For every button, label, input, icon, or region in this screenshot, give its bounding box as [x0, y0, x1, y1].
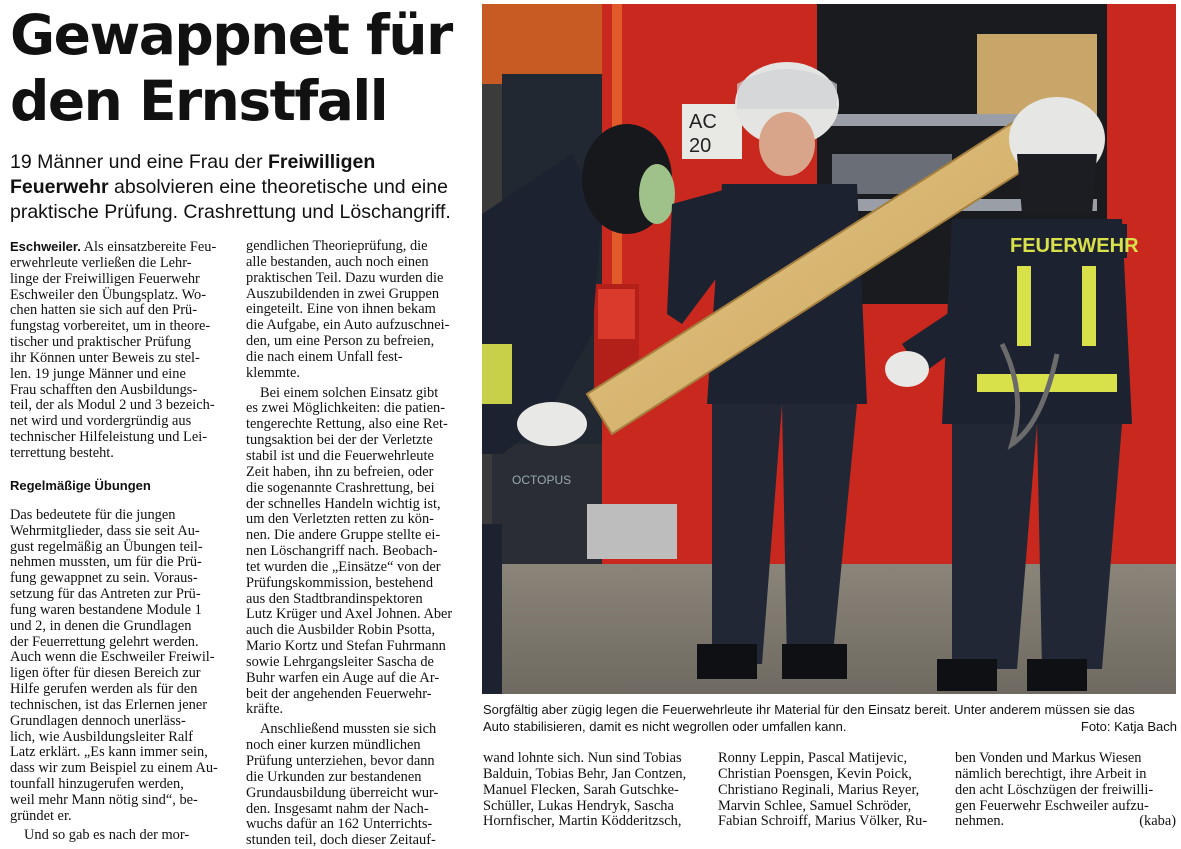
caption-line-1: Sorgfältig aber zügig legen die Feuerwehrleute ihr Material für den Einsatz bereit. Unter anderem müssen sie das: [483, 702, 1135, 717]
subhead-text-post: absolvieren eine theoretische und eine praktische Prüfung. Crashrettung und Löschangriff.: [10, 176, 451, 223]
paragraph-8: [718, 751, 940, 830]
text-line: setzung für das Antreten zur Prü-: [10, 586, 201, 603]
paragraph-4: [246, 239, 467, 382]
text-line: Prüfungskommission, bestehend: [246, 574, 434, 591]
text-line: die Urkunden zur bestandenen: [246, 768, 422, 785]
text-line: Marvin Schlee, Samuel Schröder,: [718, 797, 912, 814]
text-line: Zeit haben, ihn zu befreien, oder: [246, 463, 434, 480]
text-line: Eschweiler den Übungsplatz. Wo-: [10, 286, 206, 303]
text-line: fung waren bestandene Module 1: [10, 601, 202, 618]
text-line: aus den Stadtbrandinspektoren: [246, 590, 423, 607]
text-line: ihr Können unter Beweis zu stel-: [10, 349, 200, 366]
final-word: nehmen.: [955, 813, 1005, 830]
paragraph-9: [955, 751, 1176, 814]
text-line: den acht Löschzügen der freiwilli-: [955, 781, 1154, 798]
text-line: teil, der als Modul 2 und 3 bezeich-: [10, 397, 215, 414]
text-line: terrettung besteht.: [10, 444, 114, 461]
text-line: Christiano Reginali, Marius Reyer,: [718, 781, 920, 798]
text-line: technischer Hilfeleistung und Lei-: [10, 429, 208, 446]
left-firefighter-helmet-visor: [639, 164, 675, 224]
text-line: nehmen mussten, um für die Prü-: [10, 554, 202, 571]
text-line: tet wurden die „Einsätze“ von der: [246, 558, 441, 575]
text-line: klemmte.: [246, 364, 300, 381]
article-column-5: [955, 751, 1176, 830]
rescue-tool-case: [492, 444, 602, 564]
plate-text-bottom: 20: [689, 135, 712, 157]
text-line: Buhr warfen ein Auge auf die Ar-: [246, 669, 440, 686]
plate-text-top: AC: [689, 111, 717, 133]
text-line: der Feuerrettung gelehrt werden.: [10, 633, 199, 650]
subhead-bold-2: Feuerwehr: [10, 176, 109, 198]
text-line: Hilfe gerufen werden als für den: [10, 681, 198, 698]
text-line: Als einsatzbereite Feu-: [80, 239, 217, 255]
paragraph-5: [246, 386, 467, 719]
text-line: fung gewappnet zu sein. Voraus-: [10, 570, 198, 587]
text-line: chen hatten sie sich auf den Prü-: [10, 302, 198, 319]
text-line: nen Löschangriff nach. Beobach-: [246, 543, 438, 560]
headline: [10, 2, 470, 134]
text-line: Bei einem solchen Einsatz gibt: [260, 384, 439, 401]
right-firefighter-boot-left: [937, 659, 997, 691]
left-firefighter-reflective-stripe: [482, 344, 512, 404]
text-line: Auszubildenden in zwei Gruppen: [246, 285, 440, 302]
headline-line-2: den Ernstfall: [10, 69, 388, 133]
subheadline: [10, 150, 480, 225]
text-line: es zwei Möglichkeiten: die patien-: [246, 400, 446, 417]
text-line: dass wir zum Beispiel zu einem Au-: [10, 760, 218, 777]
headline-line-1: Gewappnet für: [10, 3, 452, 67]
text-line: den. Insgesamt nahm der Nach-: [246, 800, 429, 817]
text-line: Grundlagen dennoch unerläss-: [10, 712, 186, 729]
text-line: erwehrleute verließen die Lehr-: [10, 254, 192, 271]
article-column-1: [10, 239, 231, 844]
jacket-label-text: FEUERWEHR: [1010, 235, 1139, 257]
text-line: gen Feuerwehr Eschweiler aufzu-: [955, 797, 1149, 814]
text-line: nämlich berechtigt, ihre Arbeit in: [955, 765, 1147, 782]
text-line: nen. Die andere Gruppe stellte ei-: [246, 527, 441, 544]
text-line: die nach einem Unfall fest-: [246, 348, 403, 365]
text-line: sowie Lehrgangsleiter Sascha de: [246, 653, 434, 670]
author-initials: (kaba): [1139, 813, 1176, 830]
text-line: Mario Kortz und Stefan Fuhrmann: [246, 638, 446, 655]
text-line: stabil ist und die Feuerwehrleute: [246, 447, 434, 464]
text-line: tounfall hinzugerufen werden,: [10, 776, 184, 793]
subheading-regelmaessige-uebungen: Regelmäßige Übungen: [10, 477, 151, 493]
paragraph-2: [10, 508, 231, 825]
text-line: praktischen Teil. Dazu wurden die: [246, 269, 444, 286]
text-line: um den Verletzten retten zu kön-: [246, 511, 434, 528]
text-line: Schüller, Lukas Hendryk, Sascha: [483, 797, 674, 814]
text-line: ben Vonden und Markus Wiesen: [955, 750, 1142, 766]
article-photo: [482, 4, 1176, 694]
photo-credit: Foto: Katja Bach: [1080, 719, 1177, 734]
autumn-foliage: [482, 4, 622, 84]
text-line: Frau schafften den Ausbildungs-: [10, 381, 198, 398]
text-line: Manuel Flecken, Sarah Gutschke-: [483, 781, 679, 798]
text-line: auch die Ausbilder Robin Psotta,: [246, 622, 436, 639]
text-line: gust regelmäßig an Übungen teil-: [10, 538, 203, 555]
text-line: Lutz Krüger und Axel Johnen. Aber: [246, 606, 453, 623]
text-line: wand lohnte sich. Nun sind Tobias: [483, 750, 682, 766]
text-line: weil mehr Mann nötig sind“, be-: [10, 792, 198, 808]
text-line: stunden teil, doch dieser Zeitauf-: [246, 832, 436, 849]
caption-line-2: Auto stabilisieren, damit es nicht wegrollen oder umfallen kann.: [483, 719, 847, 734]
text-line: Wehrmitglieder, dass sie seit Au-: [10, 522, 200, 539]
text-line: alle bestanden, auch noch einen: [246, 253, 429, 270]
text-line: Ronny Leppin, Pascal Matijevic,: [718, 750, 908, 766]
text-line: Das bedeutete für die jungen: [10, 506, 176, 523]
text-line: Balduin, Tobias Behr, Jan Contzen,: [483, 765, 687, 782]
subhead-text-pre: 19 Männer und eine Frau der: [10, 151, 268, 173]
text-line: technischen, ist das Erlernen jener: [10, 696, 207, 713]
subhead-bold-1: Freiwilligen: [268, 151, 376, 173]
text-line: noch einer kurzen mündlichen: [246, 737, 421, 754]
text-line: der schnelles Handeln wichtig ist,: [246, 495, 441, 512]
article-column-2: [246, 239, 467, 849]
text-line: eingeteilt. Eine von ihnen bekam: [246, 301, 436, 318]
left-firefighter-leg: [482, 524, 502, 694]
text-line: Hornfischer, Martin Ködderitzsch,: [483, 813, 682, 830]
text-line: Fabian Schroiff, Marius Völker, Ru-: [718, 813, 928, 830]
text-line: die Aufgabe, ein Auto aufzuschnei-: [246, 317, 450, 334]
paragraph-6: [246, 722, 467, 849]
text-line: linge der Freiwilligen Feuerwehr: [10, 270, 200, 287]
text-line: gendlichen Theorieprüfung, die: [246, 238, 428, 254]
text-line: Und so gab es nach der mor-: [24, 826, 190, 843]
paragraph-7: [483, 751, 703, 830]
text-line: Latz erklärt. „Es kann immer sein,: [10, 744, 208, 761]
text-line: Christian Poensgen, Kevin Poick,: [718, 765, 912, 782]
text-line: gründet er.: [10, 807, 72, 824]
right-firefighter-neck-guard: [1017, 154, 1097, 214]
reflective-stripe-left: [1017, 266, 1031, 346]
text-line: fungstag vorbereitet, um in theore-: [10, 318, 211, 335]
article-column-3: [483, 751, 703, 830]
left-firefighter-glove: [517, 402, 587, 446]
tail-light-lens: [598, 289, 635, 339]
text-line: wuchs dafür an 162 Unterrichts-: [246, 816, 433, 833]
text-line: lich, wie Ausbildungsleiter Ralf: [10, 728, 194, 745]
paragraph-1: [10, 239, 231, 462]
text-line: tengerechte Rettung, also eine Ret-: [246, 416, 448, 433]
photo-caption: [483, 701, 1177, 735]
article-column-4: [718, 751, 940, 830]
text-line: Prüfung unterziehen, bevor dann: [246, 753, 435, 769]
middle-firefighter-boot-left: [697, 644, 757, 679]
right-firefighter-boot-right: [1027, 659, 1087, 691]
paragraph-3: [10, 828, 231, 844]
text-line: und 2, in denen die Grundlagen: [10, 617, 192, 634]
text-line: beit der angehenden Feuerwehr-: [246, 685, 432, 702]
dateline-place: Eschweiler.: [10, 239, 81, 254]
right-firefighter-glove: [885, 351, 929, 387]
stacked-blocks: [587, 504, 677, 559]
text-line: Auch wenn die Eschweiler Freiwil-: [10, 649, 215, 666]
text-line: tischer und praktischer Prüfung: [10, 334, 192, 351]
text-line: Anschließend mussten sie sich: [260, 721, 437, 738]
text-line: die sogenannte Crashrettung, bei: [246, 479, 435, 496]
middle-firefighter-boot-right: [782, 644, 847, 679]
reflective-stripe-right: [1082, 266, 1096, 346]
middle-firefighter-face: [759, 112, 815, 176]
text-line: kräfte.: [246, 701, 284, 718]
text-line: Grundausbildung überreicht wur-: [246, 784, 439, 801]
text-line: net wird und vordergründig aus: [10, 413, 192, 430]
text-line: ligen öfter für diesen Bereich zur: [10, 665, 201, 682]
tool-case-label: OCTOPUS: [512, 473, 572, 487]
text-line: len. 19 junge Männer und eine: [10, 365, 186, 382]
text-line: tungsaktion bei der der Verletzte: [246, 432, 433, 449]
text-line: den, um eine Person zu befreien,: [246, 333, 435, 350]
